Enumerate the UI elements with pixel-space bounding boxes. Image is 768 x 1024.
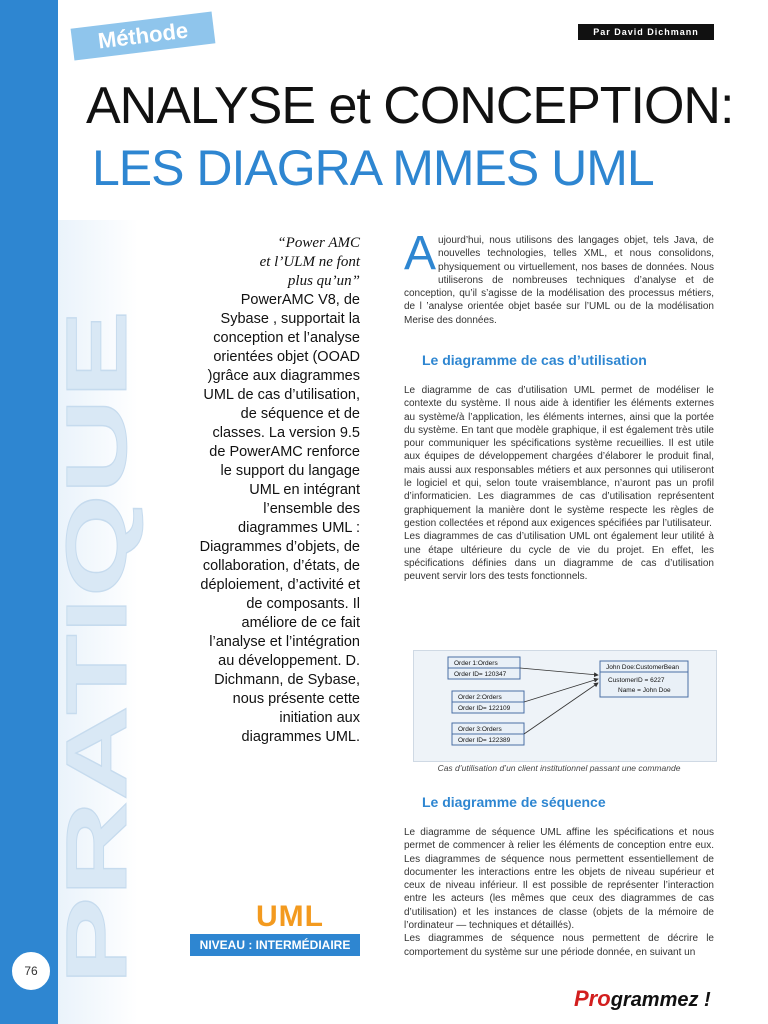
- category-label: Méthode: [71, 11, 216, 60]
- page-title-line1: ANALYSE et CONCEPTION:: [86, 77, 734, 135]
- intro-quote: [196, 234, 360, 291]
- order-object: [452, 691, 524, 713]
- order-name: Order 3:Orders: [458, 726, 502, 733]
- association-links: [520, 668, 598, 734]
- lead-text: ujourd’hui, nous utilisons des langages objet, tels Java, de nouvelles technologies, telles XML, et nous consolidons, physiquement ou virtuellement, nos bases de données. Nous utiliserons de nombreuses techniques d’analyse et de conception, qu’il s’agisse de la modélisation des processus métiers, de l ’analyse orientée objet basée sur l’UML ou de la modélisation Merise des données.: [404, 235, 714, 326]
- section-word-text: PRATIQUE: [49, 547, 145, 985]
- paragraph: Le diagramme de séquence UML affine les spécifications et nous permet de commencer à relier les éléments de conception entre eux. Les diagrammes de séquence nous permettent essentiellement de documenter les interactions entre les objets de niveau supérieur et ceux de niveau inférieur. Il est possible de représenter l’interaction entre les acteurs (les mêmes que ceux des diagrammes de cas d’utilisation) et les instances de classe (objets de la mémoire de l’ordinateur — techniques et détaillés).: [404, 827, 714, 932]
- order-object: [448, 657, 520, 679]
- order-object: [452, 723, 524, 745]
- quote-line: et l’ULM ne font: [259, 254, 360, 270]
- topic-tag: UML: [256, 900, 324, 933]
- section-body-use-case: [404, 384, 714, 583]
- lead-paragraph: [404, 227, 714, 327]
- level-badge: NIVEAU : INTERMÉDIAIRE: [190, 934, 360, 956]
- byline: Par David Dichmann: [578, 24, 714, 40]
- quote-line: plus qu’un”: [287, 273, 360, 289]
- drop-cap: A: [404, 227, 437, 280]
- logo-first: Pro: [574, 986, 611, 1011]
- paragraph: Le diagramme de cas d’utilisation UML permet de modéliser le contexte du système. Il nous aide à identifier les éléments externes au système/à l’application, les éléments internes, ainsi que la portée du système. En tant que modèle graphique, il est également très utile pour communiquer les spécifications système recueillies. Il est utile aux équipes de développement chargées d’élaborer le produit final, mais aussi aux responsables métiers et aux personnes qui utiliseront le logiciel et qui, selon toute vraisemblance, n’auront pas un profil d’informaticien. Les diagrammes de cas d’utilisation représentent graphiquement la manière dont le système respecte les règles de gestion collectées et répond aux exigences spécifiées par l’utilisateur.: [404, 385, 714, 529]
- section-word-vertical: [49, 305, 145, 985]
- customer-attr: Name = John Doe: [618, 687, 671, 694]
- order-detail: Order ID= 122389: [458, 737, 511, 744]
- customer-object: [600, 661, 688, 697]
- uml-figure: [413, 650, 717, 762]
- logo-rest: grammez !: [610, 989, 711, 1011]
- section-body-sequence: [404, 826, 714, 959]
- quote-line: “Power AMC: [277, 235, 360, 251]
- paragraph: Les diagrammes de séquence nous permettent de décrire le comportement du système sur une période donnée, en suivant un: [404, 933, 714, 958]
- section-heading-use-case: Le diagramme de cas d’utilisation: [422, 352, 647, 368]
- figure-caption: Cas d’utilisation d’un client institutionnel passant une commande: [437, 763, 681, 773]
- order-detail: Order ID= 122109: [458, 705, 511, 712]
- order-name: Order 2:Orders: [458, 694, 502, 701]
- customer-attr: CustomerID = 6227: [608, 677, 665, 684]
- customer-name: John Doe:CustomerBean: [606, 664, 679, 671]
- page-title-line2: LES DIAGRA MMES UML: [92, 140, 654, 196]
- magazine-logo: [574, 986, 714, 1012]
- order-name: Order 1:Orders: [454, 660, 498, 667]
- order-detail: Order ID= 120347: [454, 671, 507, 678]
- page-number: 76: [10, 950, 52, 992]
- intro-text: PowerAMC V8, de Sybase , supportait la conception et l’analyse orientées objet (OOAD )grâce aux diagrammes UML de cas d’utilisation, de séquence et de classes. La version 9.5 de PowerAMC renforce le support du langage UML en intégrant l’ensemble des diagrammes UML : Diagrammes d’objets, de collaboration, d’états, de déploiement, d’activité et de composants. Il améliore de ce fait l’analyse et l’intégration au développement. D. Dichmann, de Sybase, nous présente cette initiation aux diagrammes UML.: [199, 292, 360, 745]
- section-heading-sequence: Le diagramme de séquence: [422, 794, 606, 810]
- paragraph: Les diagrammes de cas d’utilisation UML ont également leur utilité à une étape ultérieure du cycle de vie du projet. En effet, les spécifications définies dans un diagramme de cas d’utilisation peuvent servir lors des tests fonctionnels.: [404, 531, 714, 583]
- intro-block: [196, 234, 360, 747]
